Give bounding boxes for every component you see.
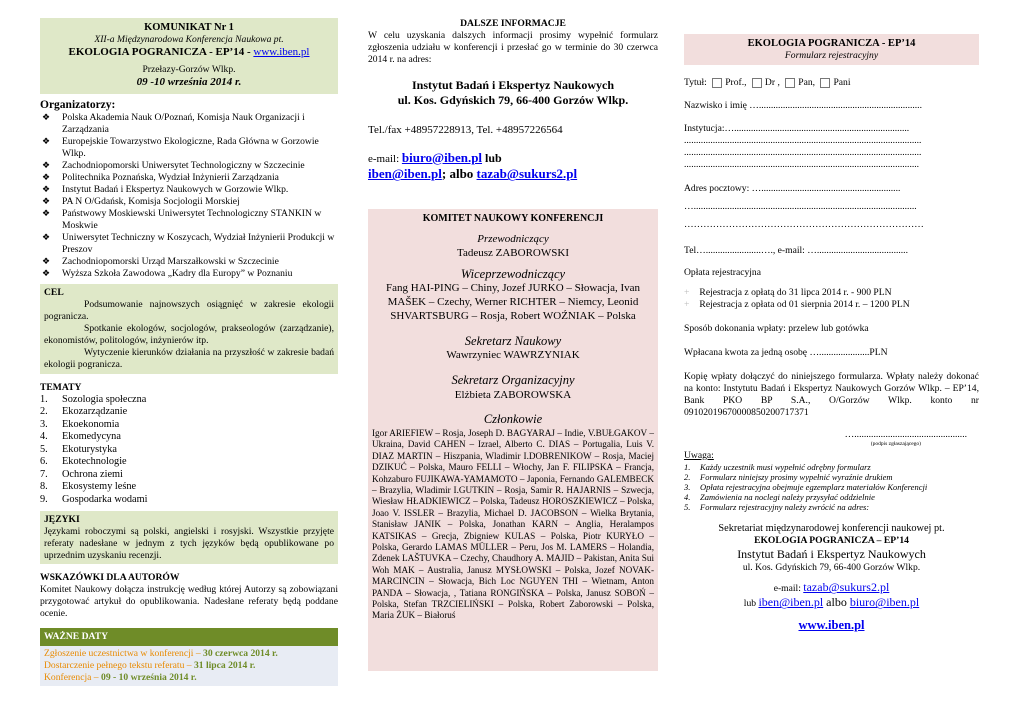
conference-date: 09 -10 września 2014 r. — [136, 75, 242, 88]
email-link[interactable]: iben@iben.pl — [758, 595, 824, 610]
organizers-list — [40, 112, 338, 280]
payment-method: Sposób dokonania wpłaty: przelew lub gotówka — [684, 322, 869, 334]
cel-paragraph: Spotkanie ekologów, socjologów, prakseologów (zarządzanie), ekonomistów, politologów, inżynierów itp. — [44, 322, 334, 346]
topic-item: 6. Ekotechnologie — [40, 456, 127, 468]
cel-box — [40, 284, 338, 374]
tematy-header: TEMATY — [40, 381, 82, 393]
topic-item: 1. Sozologia społeczna — [40, 393, 147, 405]
note-item: 2. Formularz niniejszy prosimy wypełnić wyraźnie drukiem — [684, 471, 893, 482]
org-secretary-name: Elżbieta ZABOROWSKA — [454, 388, 572, 401]
diamond-bullet-icon: ❖ — [42, 231, 51, 242]
vice-names: Fang HAI-PING – Chiny, Jozef JURKO – Słowacja, Ivan MAŠEK – Czechy, Werner RICHTER – Niemcy, Leonid SHVARTSBURG – Rosja, Robert WOŹNIAK – Polska — [385, 282, 641, 322]
secretary-name: Wawrzyniec WAWRZYNIAK — [446, 349, 580, 362]
dotted-line[interactable]: ................................................................................................... — [684, 135, 922, 147]
notes-header: Uwaga: — [684, 449, 714, 461]
diamond-bullet-icon: ❖ — [42, 195, 51, 206]
chairman-label: Przewodniczący — [477, 233, 549, 246]
chairman-name: Tadeusz ZABOROWSKI — [457, 246, 569, 259]
fee-option: + Rejestracja z opłatą do 31 lipca 2014 r. - 900 PLN — [684, 286, 892, 298]
organizer-item: ❖ Państwowy Moskiewski Uniwersytet Technologiczny STANKIN w Moskwie — [42, 207, 322, 231]
checkbox-dr[interactable] — [752, 78, 762, 88]
tel-email-field[interactable]: Tel….......................…., e-mail: …...................................... — [684, 244, 908, 256]
phone-line: Tel./fax +48957228913, Tel. +48957226564 — [368, 123, 563, 136]
secretariat-title: EKOLOGIA POGRANICZA – EP’14 — [754, 535, 909, 547]
committee-box — [368, 209, 658, 671]
notes-list — [684, 462, 979, 513]
note-item: 4. Zamówienia na noclegi należy przysyłać oddzielnie — [684, 492, 875, 503]
checkbox-pani[interactable] — [820, 78, 830, 88]
komunikat-box — [40, 18, 338, 94]
diamond-bullet-icon: ❖ — [42, 267, 51, 278]
signature-label: (podpis zgłaszającego) — [870, 440, 921, 447]
secretariat: Sekretariat międzynarodowej konferencji naukowej pt. — [718, 522, 945, 534]
email-link[interactable]: tazab@sukurs2.pl — [476, 166, 578, 182]
right-column — [684, 18, 979, 634]
amount-field[interactable]: Wpłacana kwota za jedną osobę ….....................PLN — [684, 346, 888, 358]
topic-item: 2. Ekozarządzanie — [40, 406, 128, 418]
email-line: iben@iben.pl; albo tazab@sukurs2.pl — [368, 166, 578, 182]
dotted-line[interactable]: ………………………………………………………………… — [684, 218, 924, 230]
diamond-bullet-icon: ❖ — [42, 207, 51, 218]
secretariat-email: lub iben@iben.pl albo biuro@iben.pl — [743, 595, 920, 610]
website — [684, 618, 979, 634]
email-line: e-mail: biuro@iben.pl lub — [368, 149, 502, 165]
cel-paragraph: Podsumowanie najnowszych osiągnięć w zakresie ekologii pogranicza. — [44, 298, 334, 322]
diamond-bullet-icon: ❖ — [42, 171, 51, 182]
form-title-box — [684, 34, 979, 65]
fee-list — [684, 287, 979, 311]
date-row: Dostarczenie pełnego tekstu referatu – 31 lipca 2014 r. — [44, 660, 256, 672]
organizer-item: ❖ Wyższa Szkoła Zawodowa „Kadry dla Europy” w Poznaniu — [42, 267, 293, 279]
dotted-line[interactable]: .................................................................................................. — [684, 159, 920, 171]
cel-paragraph: Wytyczenie kierunków działania na przyszłość w zakresie badań ekologii pogranicza. — [44, 346, 334, 370]
members-label: Członkowie — [483, 412, 543, 427]
organizer-item: ❖ Europejskie Towarzystwo Ekologiczne, Rada Główna w Gorzowie Wlkp. — [42, 135, 319, 159]
dotted-line[interactable]: ................................................................................................... — [684, 147, 922, 159]
organizer-item: ❖ Uniwersytet Techniczny w Koszycach, Wydział Inżynierii Produkcji w Preszov — [42, 231, 335, 255]
organizer-item: ❖ Instytut Badań i Ekspertyz Naukowych w Gorzowie Wlkp. — [42, 183, 289, 195]
conference-place: Przełazy-Gorzów Wlkp. — [142, 63, 236, 75]
diamond-bullet-icon: ❖ — [42, 159, 51, 170]
organizers-header: Organizatorzy: — [40, 98, 116, 111]
jezyki-text: Językami roboczymi są polski, angielski i rosyjski. Wszystkie przyjęte referaty nadesłane w jednym z tych języków będą opublikowane po uprzednim uzyskaniu recenzji. — [44, 525, 334, 561]
diamond-bullet-icon: ❖ — [42, 135, 51, 146]
institution-field[interactable]: Instytucja:…......................................................................... — [684, 123, 910, 135]
email-link[interactable]: biuro@iben.pl — [849, 595, 920, 610]
note-item: 1. Każdy uczestnik musi wypełnić odrębny formularz — [684, 461, 871, 472]
institute-name: Instytut Badań i Ekspertyz Naukowych — [411, 77, 615, 92]
organizer-item: ❖ Zachodniopomorski Uniwersytet Technologiczny w Szczecinie — [42, 159, 305, 171]
secretariat-email: e-mail: tazab@sukurs2.pl — [773, 580, 890, 595]
komunikat-title: KOMUNIKAT Nr 1 — [144, 22, 234, 33]
dalsze-text: W celu uzyskania dalszych informacji prosimy wypełnić formularz zgłoszenia udziału w konferencji i przesłać go w terminie do 30 czerwca 2014 r. na adres: — [368, 29, 658, 65]
topic-item: 3. Ekoekonomia — [40, 418, 120, 430]
note-item: 5. Formularz rejestracyjny należy zwrócić na adres: — [684, 502, 870, 513]
date-row: Zgłoszenie uczestnictwa w konferencji – 30 czerwca 2014 r. — [44, 648, 278, 660]
wskazowki-header: WSKAZÓWKI DLA AUTORÓW — [40, 572, 180, 584]
form-subtitle: Formularz rejestracyjny — [784, 50, 879, 62]
org-secretary-label: Sekretarz Organizacyjny — [451, 372, 575, 387]
organizer-item: ❖ Politechnika Poznańska, Wydział Inżynierii Zarządzania — [42, 171, 279, 183]
form-title: EKOLOGIA POGRANICZA - EP’14 — [747, 38, 916, 49]
wazne-daty-header: WAŻNE DATY — [40, 628, 338, 646]
topic-item: 8. Ekosystemy leśne — [40, 481, 137, 493]
secretary-label: Sekretarz Naukowy — [464, 333, 562, 348]
note-item: 3. Opłata rejestracyjna obejmuje egzemplarz materiałów Konferencji — [684, 482, 928, 493]
signature-line[interactable]: …............................................... — [844, 428, 967, 440]
website-link[interactable]: www.iben.pl — [798, 618, 865, 633]
cel-header: CEL — [44, 286, 64, 298]
jezyki-header: JĘZYKI — [44, 513, 80, 525]
diamond-bullet-icon: ❖ — [42, 111, 51, 122]
diamond-bullet-icon: ❖ — [42, 183, 51, 194]
diamond-bullet-icon: ❖ — [42, 255, 51, 266]
dalsze-header: DALSZE INFORMACJE — [460, 18, 566, 29]
fee-option: + Rejestracja z opłata od 01 sierpnia 2014 r. – 1200 PLN — [684, 298, 910, 310]
fee-header: Opłata rejestracyjna — [684, 266, 761, 278]
institute-address: ul. Kos. Gdyńskich 79, 66-400 Gorzów Wlkp. — [397, 92, 629, 107]
wazne-daty-box — [40, 646, 338, 686]
organizer-item: ❖ Polska Akademia Nauk O/Poznań, Komisja Nauk Organizacji i Zarządzania — [42, 111, 305, 135]
committee-header: KOMITET NAUKOWY KONFERENCJI — [422, 212, 604, 224]
secretariat-address: ul. Kos. Gdyńskich 79, 66-400 Gorzów Wlkp. — [742, 562, 921, 574]
organizer-item: ❖ PA N O/Gdańsk, Komisja Socjologii Morskiej — [42, 195, 240, 207]
email-link[interactable]: tazab@sukurs2.pl — [803, 580, 890, 595]
checkbox-pan[interactable] — [785, 78, 795, 88]
left-column — [40, 18, 338, 686]
address-field[interactable]: Adres pocztowy: ….......................................................... — [684, 183, 901, 195]
email-link[interactable]: iben@iben.pl — [368, 166, 442, 182]
vice-label: Wiceprzewodniczący — [460, 266, 566, 281]
payment-instructions: Kopię wpłaty dołączyć do niniejszego formularza. Wpłaty należy dokonać na konto: Instytutu Badań i Ekspertyz Naukowych Gorzów Wlkp. – EP’14, Bank PKO BP S.A., O/Gorzów Wlkp. konto nr 09102019670000850200717371 — [684, 370, 979, 418]
secretariat-institute: Instytut Badań i Ekspertyz Naukowych — [737, 547, 926, 562]
name-field[interactable]: Nazwisko i imię ….................................................................... — [684, 100, 922, 112]
checkbox-prof[interactable] — [712, 78, 722, 88]
iben-link[interactable]: www.iben.pl — [253, 46, 310, 59]
topic-item: 9. Gospodarka wodami — [40, 494, 148, 505]
wskazowki-text: Komitet Naukowy dołącza instrukcję według której Autorzy są zobowiązani przygotować artykuł do opublikowania. Nadesłane referaty będą poddane ocenie. — [40, 584, 338, 620]
title-field: Tytuł: Prof., Dr , Pan, Pani — [684, 77, 851, 89]
conference-title: EKOLOGIA POGRANICZA - EP’14 - www.iben.pl — [68, 46, 310, 59]
topic-item: 5. Ekoturystyka — [40, 443, 117, 455]
members-list: Igor ARIEFIEW – Rosja, Joseph D. BAGYARAJ – Indie, V.BUŁGAKOV – Ukraina, David CAHEN – Izrael, Alberto C. DIAS – Portugalia, Luis V. DIAZ MARTIN – Hiszpania, Wladimir I.DOBRENIKOW – Rosja, Maciej DZIKUĆ – Polska, Mauro FELLI – Włochy, Jan F. FILIPSKA – Francja, Kohzaburo FUJIKAWA-YAMAMOTO – Japonia, Fernando GALEMBECK – Brazylia, Wladimir I.GUTKIN – Rosja, Samir R. HAJARNIS – Szwecja, Wiesław HŁADKIEWICZ – Polska, Tadeusz HOROSZKIEWICZ – Polska, Joao V. ISSLER – Brazylia, Michael D. JACOBSON – Wielka Brytania, Stanisław JANIK – Polska, Jonathan KARN – Anglia, Heralampos KATSIKAS – Grecja, Zbigniew KULAS – Polska, Piotr KURYŁO – Polska, Gerardo LAMAS MÜLLER – Peru, Jos M. LAMERS – Holandia, Zdenek LAŠTUVKA – Czechy, Chaudhory A. MAJID – Pakistan, Anita Sui Woh MAK – Australia, Janusz MYSŁOWSKI – Polska, Jozef NOVAK-MARCINCIN – Słowacja, Bich Loc NGUYEN THI – Wietnam, Anton PANDA – Słowacja, , Tatiana RONGIŃSKA – Polska, Janusz SOBOŃ – Polska, Stefan TRZCIELIŃSKI – Polska, Robert Zaborowski – Polska, Maria ŻUK – Białoruś — [372, 427, 654, 621]
conference-subtitle: XII-a Międzynarodowa Konferencja Naukowa pt. — [94, 34, 284, 46]
topic-item: 4. Ekomedycyna — [40, 431, 121, 443]
organizer-item: ❖ Zachodniopomorski Urząd Marszałkowski w Szczecinie — [42, 255, 279, 267]
tematy-list — [40, 394, 338, 507]
middle-column — [368, 18, 658, 671]
topic-item: 7. Ochrona ziemi — [40, 468, 123, 480]
email-link[interactable]: biuro@iben.pl — [401, 149, 483, 165]
dotted-line[interactable]: …............................................................................................. — [684, 201, 917, 212]
date-row: Konferencja – 09 - 10 września 2014 r. — [44, 672, 197, 684]
jezyki-box — [40, 511, 338, 565]
